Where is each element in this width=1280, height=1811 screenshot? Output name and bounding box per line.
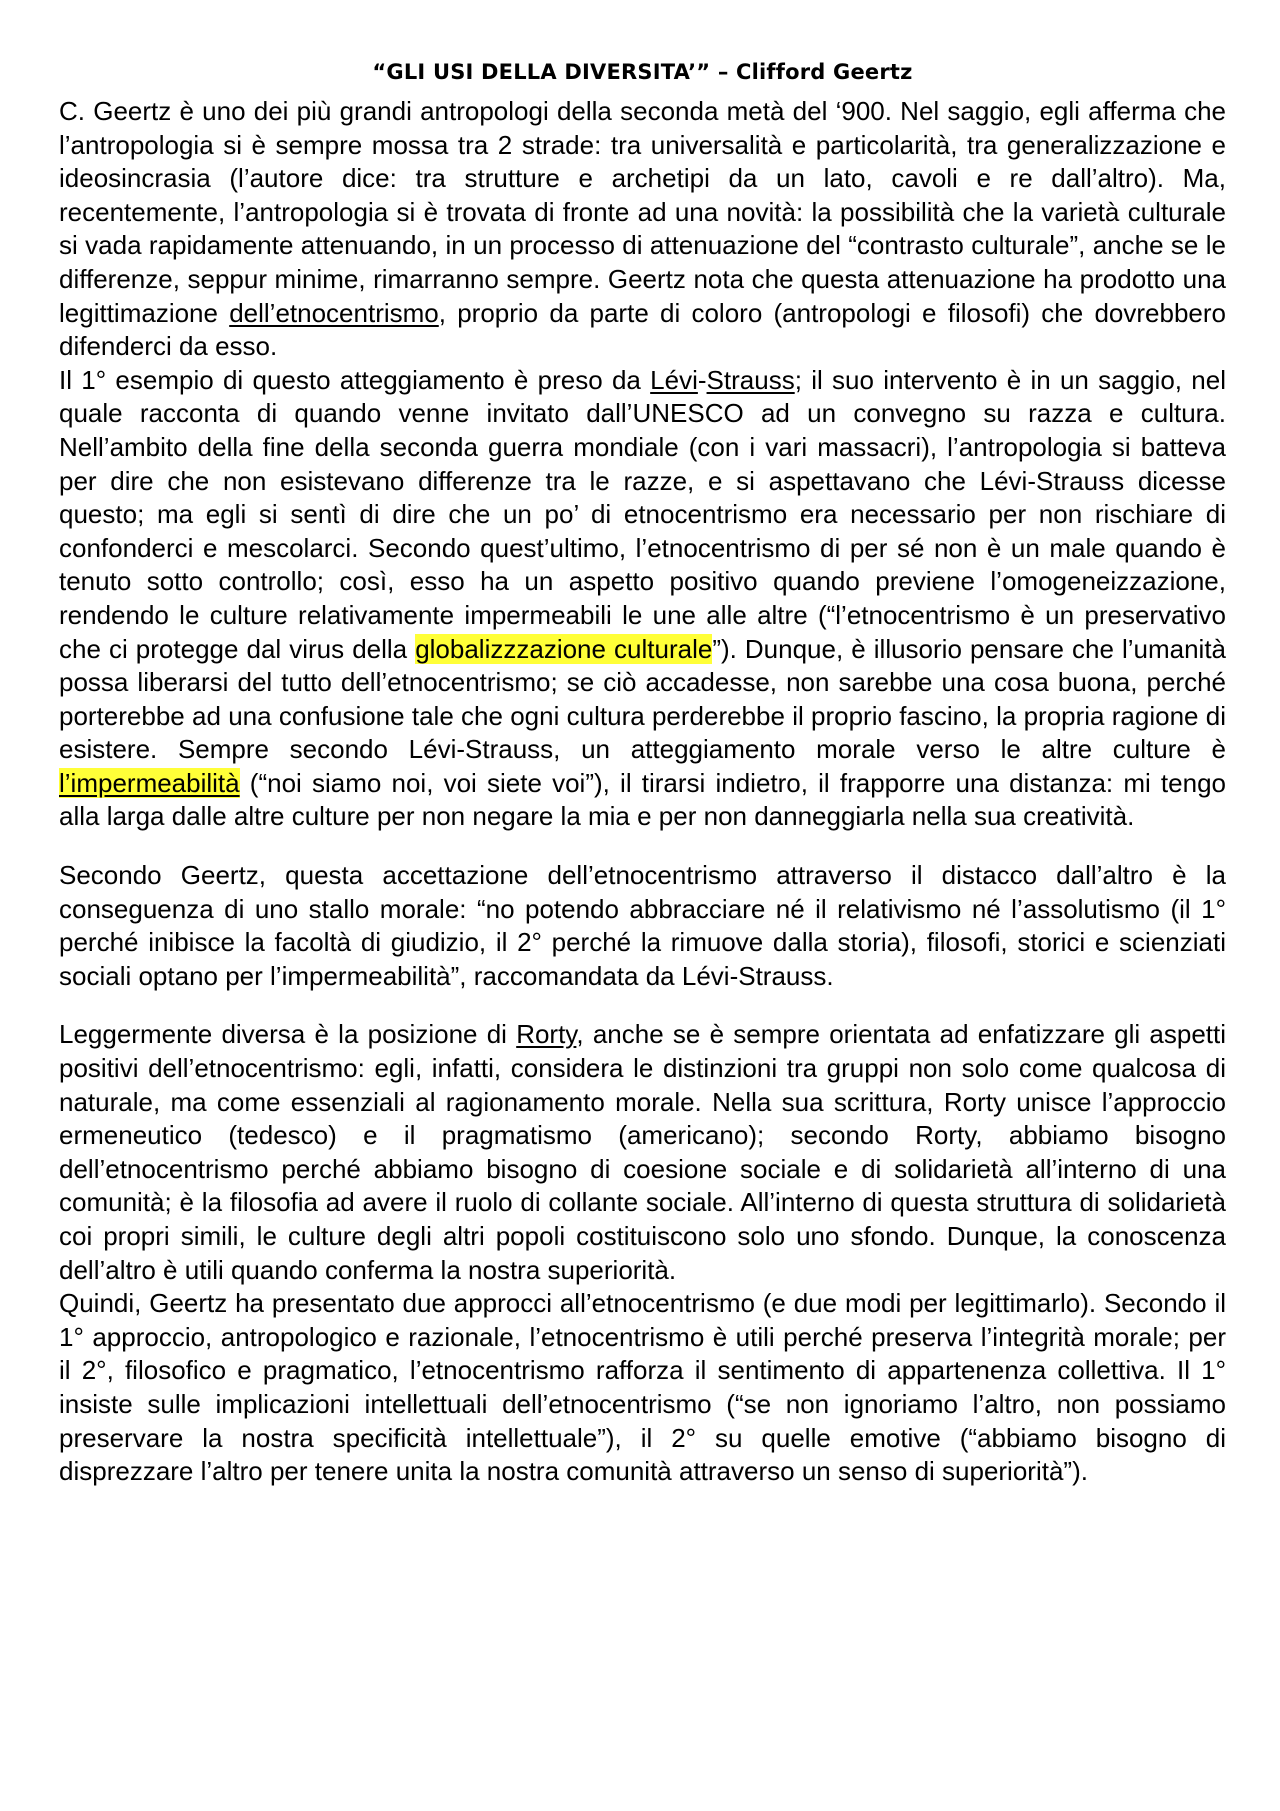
- paragraph-rorty: [59, 1018, 1226, 1287]
- paragraph-rorty-text-1: Leggermente diversa è la posizione di: [59, 1019, 517, 1050]
- paragraph-intro-text-1: C. Geertz è uno dei più grandi antropologi della seconda metà del ‘900. Nel saggio, egli afferma che l’antropologia si è sempre mossa tra 2 strade: tra universalità e particolarità, tra generalizzazione e ideosincrasia (l’autore dice: tra strutture e archetipi da un lato, cavoli e re dall’altro). Ma, recentemente, l’antropologia si è trovata di fronte ad una novità: la possibilità che la varietà culturale si vada rapidamente attenuando, in un processo di attenuazione del “contrasto culturale”, anche se le differenze, seppur minime, rimarranno sempre. Geertz nota che questa attenuazione ha prodotto una legittimazione: [59, 96, 1226, 328]
- paragraph-conclusione: Quindi, Geertz ha presentato due approcci all’etnocentrismo (e due modi per legittimarlo). Secondo il 1° approccio, antropologico e razionale, l’etnocentrismo è utili perché preserva l’integrità morale; per il 2°, filosofico e pragmatico, l’etnocentrismo rafforza il sentimento di appartenenza collettiva. Il 1° insiste sulle implicazioni intellettuali dell’etnocentrismo (“se non ignoriamo l’altro, non possiamo preservare la nostra specificità intellettuale”), il 2° su quelle emotive (“abbiamo bisogno di disprezzare l’altro per tenere unita la nostra comunità attraverso un senso di superiorità”).: [59, 1288, 1226, 1487]
- paragraph-levi-strauss-text-3: ”). Dunque, è illusorio pensare che l’umanità possa liberarsi del tutto dell’etnocentrismo; se ciò accadesse, non sarebbe una cosa buona, perché porterebbe ad una confusione tale che ogni cultura perderebbe il proprio fascino, la propria ragione di esistere. Sempre secondo Lévi-Strauss, un atteggiamento morale verso le altre culture è: [59, 633, 1227, 765]
- paragraph-intro: [59, 95, 1226, 364]
- paragraph-levi-strauss: [59, 364, 1226, 834]
- highlighted-term-impermeabilita: l’impermeabilità: [59, 767, 240, 798]
- underlined-term-rorty: Rorty: [516, 1019, 577, 1050]
- underlined-term-levi: Lévi: [650, 364, 698, 395]
- paragraph-rorty-text-2: , anche se è sempre orientata ad enfatizzare gli aspetti positivi dell’etnocentrismo: egli, infatti, considera le distinzioni tra gruppi non solo come qualcosa di naturale, ma come essenziali al ragionamento morale. Nella sua scrittura, Rorty unisce l’approccio ermeneutico (tedesco) e il pragmatismo (americano); secondo Rorty, abbiamo bisogno dell’etnocentrismo perché abbiamo bisogno di coesione sociale e di solidarietà all’interno di una comunità; è la filosofia ad avere il ruolo di collante sociale. All’interno di questa struttura di solidarietà coi propri simili, le culture degli altri popoli costituiscono solo uno sfondo. Dunque, la conoscenza dell’altro è utili quando conferma la nostra superiorità.: [59, 1019, 1227, 1285]
- paragraph-levi-strauss-text-4: (“noi siamo noi, voi siete voi”), il tirarsi indietro, il frapporre una distanza: mi tengo alla larga dalle altre culture per non negare la mia e per non danneggiarla nella sua creatività.: [59, 767, 1226, 832]
- paragraph-levi-strauss-text-1: Il 1° esempio di questo atteggiamento è preso da: [59, 364, 651, 395]
- paragraph-geertz-stallo: Secondo Geertz, questa accettazione dell’etnocentrismo attraverso il distacco dall’altro è la conseguenza di uno stallo morale: “no potendo abbracciare né il relativismo né l’assolutismo (il 1° perché inibisce la facoltà di giudizio, il 2° perché la rimuove dalla storia), filosofi, storici e scienziati sociali optano per l’impermeabilità”, raccomandata da Lévi-Strauss.: [59, 860, 1226, 991]
- hyphen: -: [697, 364, 707, 395]
- highlighted-term-globalizzazione: globalizzzazione culturale: [415, 633, 713, 664]
- paragraph-intro-text-2: , proprio da parte di coloro (antropologi e filosofi) che dovrebbero difenderci da esso.: [59, 297, 1226, 362]
- paragraph-levi-strauss-text-2: ; il suo intervento è in un saggio, nel quale racconta di quando venne invitato dall’UNESCO ad un convegno su razza e cultura. Nell’ambito della fine della seconda guerra mondiale (con i vari massacri), l’antropologia si batteva per dire che non esistevano differenze tra le razze, e si aspettavano che Lévi-Strauss dicesse questo; ma egli si sentì di dire che un po’ di etnocentrismo era necessario per non rischiare di confonderci e mescolarci. Secondo quest’ultimo, l’etnocentrismo di per sé non è un male quando è tenuto sotto controllo; così, esso ha un aspetto positivo quando previene l’omogeneizzazione, rendendo le culture relativamente impermeabili le une alle altre (“l’etnocentrismo è un preservativo che ci protegge dal virus della: [59, 364, 1226, 664]
- underlined-term-etnocentrismo: dell’etnocentrismo: [229, 297, 439, 328]
- document-page: [59, 52, 1226, 1489]
- underlined-term-strauss: Strauss: [706, 364, 795, 395]
- document-title: “GLI USI DELLA DIVERSITA’” – Clifford Geertz: [372, 60, 913, 84]
